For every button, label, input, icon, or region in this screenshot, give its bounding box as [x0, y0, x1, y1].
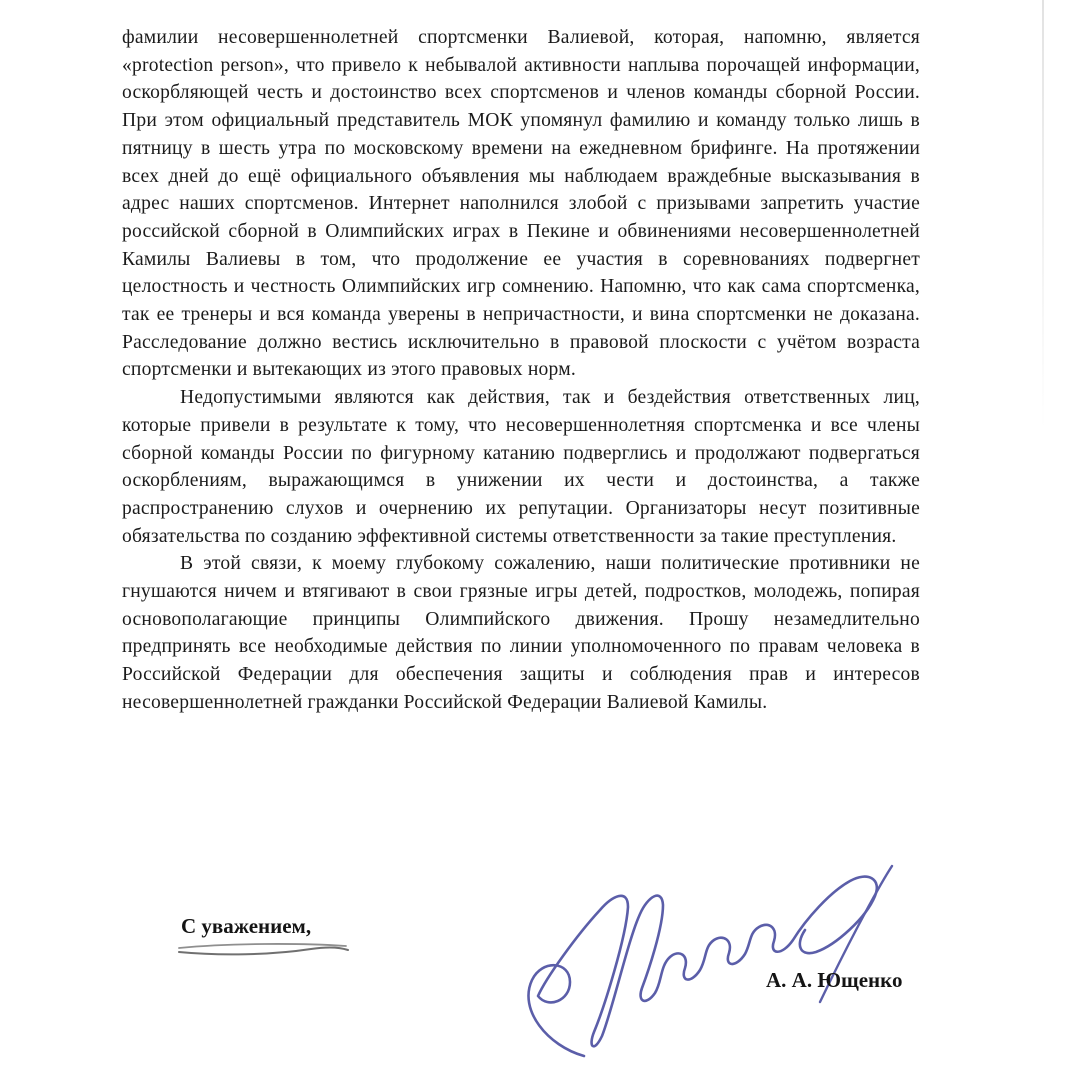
- closing-salutation: С уважением,: [181, 914, 312, 938]
- scan-artifact: [1042, 0, 1044, 430]
- paragraph-1: фамилии несовершеннолетней спортсменки Валиевой, которая, напомню, является «protection person», что привело к небывалой активности наплыва порочащей информации, оскорбляющей честь и достоинство всех спортсменов и членов команды сборной России. При этом официальный представитель МОК упомянул фамилию и команду только лишь в пятницу в шесть утра по московскому времени на ежедневном брифинге. На протяжении всех дней до ещё официального объявления мы наблюдаем враждебные высказывания в адрес наших спортсменов. Интернет наполнился злобой с призывами запретить участие российской сборной в Олимпийских играх в Пекине и обвинениями несовершеннолетней Камилы Валиевы в том, что продолжение ее участия в соревнованиях подвергнет целостность и честность Олимпийских игр сомнению. Напомню, что как сама спортсменка, так ее тренеры и вся команда уверены в непричастности, и вина спортсменки не доказана. Расследование должно вестись исключительно в правовой плоскости с учётом возраста спортсменки и вытекающих из этого правовых норм.: [122, 27, 920, 381]
- paragraph-2: Недопустимыми являются как действия, так и бездействия ответственных лиц, которые привели в результате к тому, что несовершеннолетняя спортсменка и все члены сборной команды России по фигурному катанию подверглись и продолжают подвергаться оскорблениям, выражающимся в унижении их чести и достоинства, а также распространению слухов и очернению их репутации. Организаторы несут позитивные обязательства по созданию эффективной системы ответственности за такие преступления.: [122, 387, 920, 547]
- signature-main-stroke: [528, 877, 876, 1056]
- signatory-name: А. А. Ющенко: [766, 968, 903, 992]
- letter-body: [122, 24, 920, 717]
- pen-underline-stroke-2: [179, 947, 348, 954]
- signature-ink: [488, 860, 908, 1065]
- paragraph-3: В этой связи, к моему глубокому сожалению, наши политические противники не гнушаются ничем и втягивают в свои грязные игры детей, подростков, молодежь, попирая основополагающие принципы Олимпийского движения. Прошу незамедлительно предпринять все необходимые действия по линии уполномоченного по правам человека в Российской Федерации для обеспечения защиты и соблюдения прав и интересов несовершеннолетней гражданки Российской Федерации Валиевой Камилы.: [122, 553, 920, 713]
- pen-underline: [176, 940, 428, 962]
